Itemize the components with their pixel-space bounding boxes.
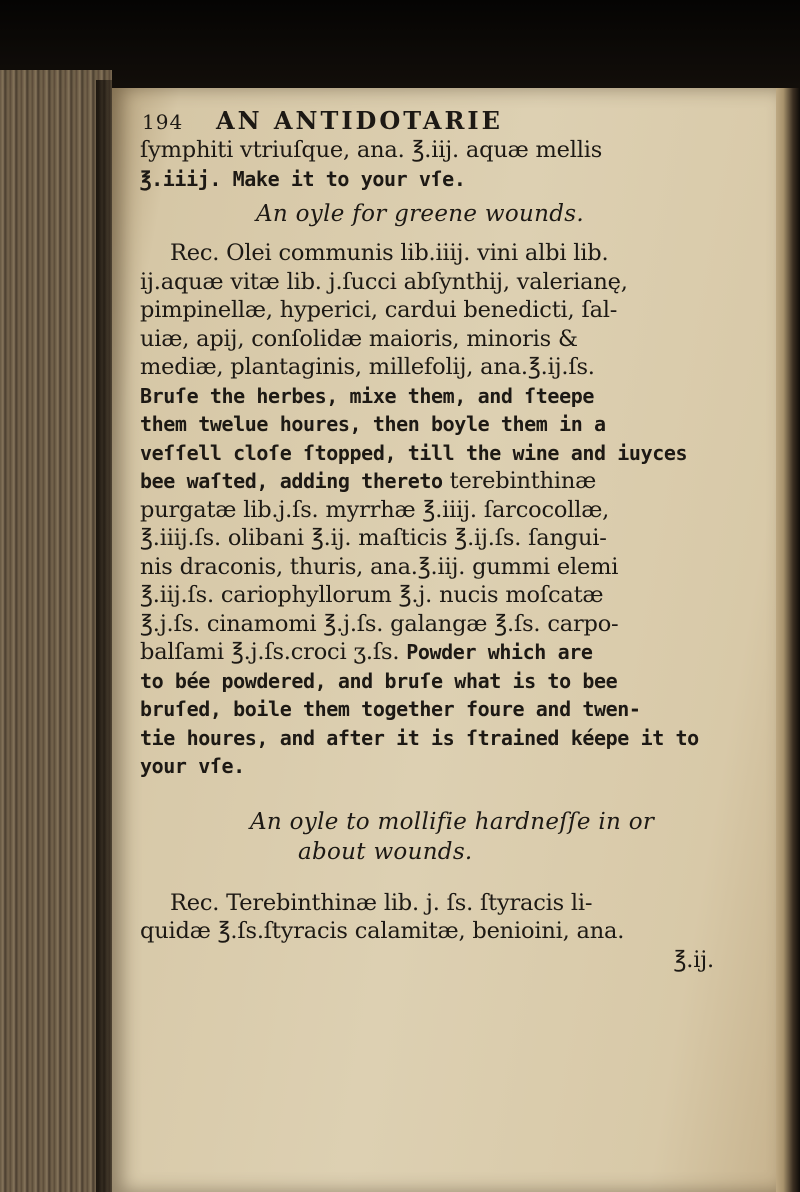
- text-line: ij.aquæ vitæ lib. j.ſucci abſynthij, valerianę,: [140, 268, 628, 295]
- text-line: Rec. Olei communis lib.iiij. vini albi lib.: [170, 240, 609, 266]
- page-number: 194: [142, 110, 184, 134]
- running-title: AN ANTIDOTARIE: [216, 106, 503, 135]
- recipe-heading: An oyle to mollifie hardneſſe in or: [250, 808, 655, 835]
- text-line: tie houres, and after it is ſtrained kéepe it to: [140, 725, 699, 750]
- book-page: [112, 88, 776, 1192]
- text-line: uiæ, apij, conſolidæ maioris, minoris &: [140, 325, 578, 352]
- text-line: [140, 638, 750, 667]
- text-line: mediæ, plantaginis, millefolij, ana.℥.ij.ſs.: [140, 354, 595, 380]
- book-page-edge-right: [772, 88, 800, 1192]
- text-line: your vſe.: [140, 754, 245, 778]
- text-line: purgatæ lib.j.ſs. myrrhæ ℥.iiij. ſarcocollæ,: [140, 496, 610, 523]
- text-line: Bruſe the herbes, mixe them, and ſteepe: [140, 383, 594, 408]
- text-line: bruſed, boile them together foure and twen-: [140, 697, 641, 721]
- text-line: to bée powdered, and bruſe what is to bee: [140, 668, 618, 693]
- text-line: ℥.iij.ſs. cariophyllorum ℥.j. nucis moſcatæ: [140, 582, 604, 608]
- recipe-heading: about wounds.: [298, 838, 473, 865]
- text-span: bee waſted, adding thereto: [140, 469, 443, 493]
- text-span: balſami ℥.j.ſs.croci ʒ.ſs.: [140, 639, 400, 665]
- top-background: [0, 0, 800, 88]
- text-line: ℥.iiij. Make it to your vſe.: [140, 166, 466, 191]
- text-line: quidæ ℥.ſs.ſtyracis calamitæ, benioini, ana.: [140, 918, 625, 944]
- text-span: Powder which are: [406, 640, 593, 664]
- text-line: ℥.iiij.ſs. olibani ℥.ij. maſticis ℥.ij.ſs. ſangui-: [140, 525, 607, 551]
- text-line: Rec. Terebinthinæ lib. j. ſs. ſtyracis li-: [170, 889, 593, 916]
- text-span: terebinthinæ: [449, 468, 597, 494]
- text-line: them twelue houres, then boyle them in a: [140, 412, 606, 436]
- text-line: [140, 467, 750, 496]
- text-line: nis draconis, thuris, ana.℥.iij. gummi elemi: [140, 553, 619, 580]
- text-line: veſſell cloſe ſtopped, till the wine and iuyces: [140, 440, 688, 465]
- text-line: ℥.j.ſs. cinamomi ℥.j.ſs. galangæ ℥.ſs. carpo-: [140, 610, 619, 637]
- text-line: pimpinellæ, hyperici, cardui benedicti, ſal-: [140, 297, 618, 323]
- recipe-heading: An oyle for greene wounds.: [256, 201, 584, 227]
- text-line: ſymphiti vtriuſque, ana. ℥.iij. aquæ mellis: [140, 137, 603, 163]
- running-head: [130, 106, 750, 136]
- page-text: [130, 106, 750, 974]
- text-line: ℥.ij.: [673, 946, 714, 973]
